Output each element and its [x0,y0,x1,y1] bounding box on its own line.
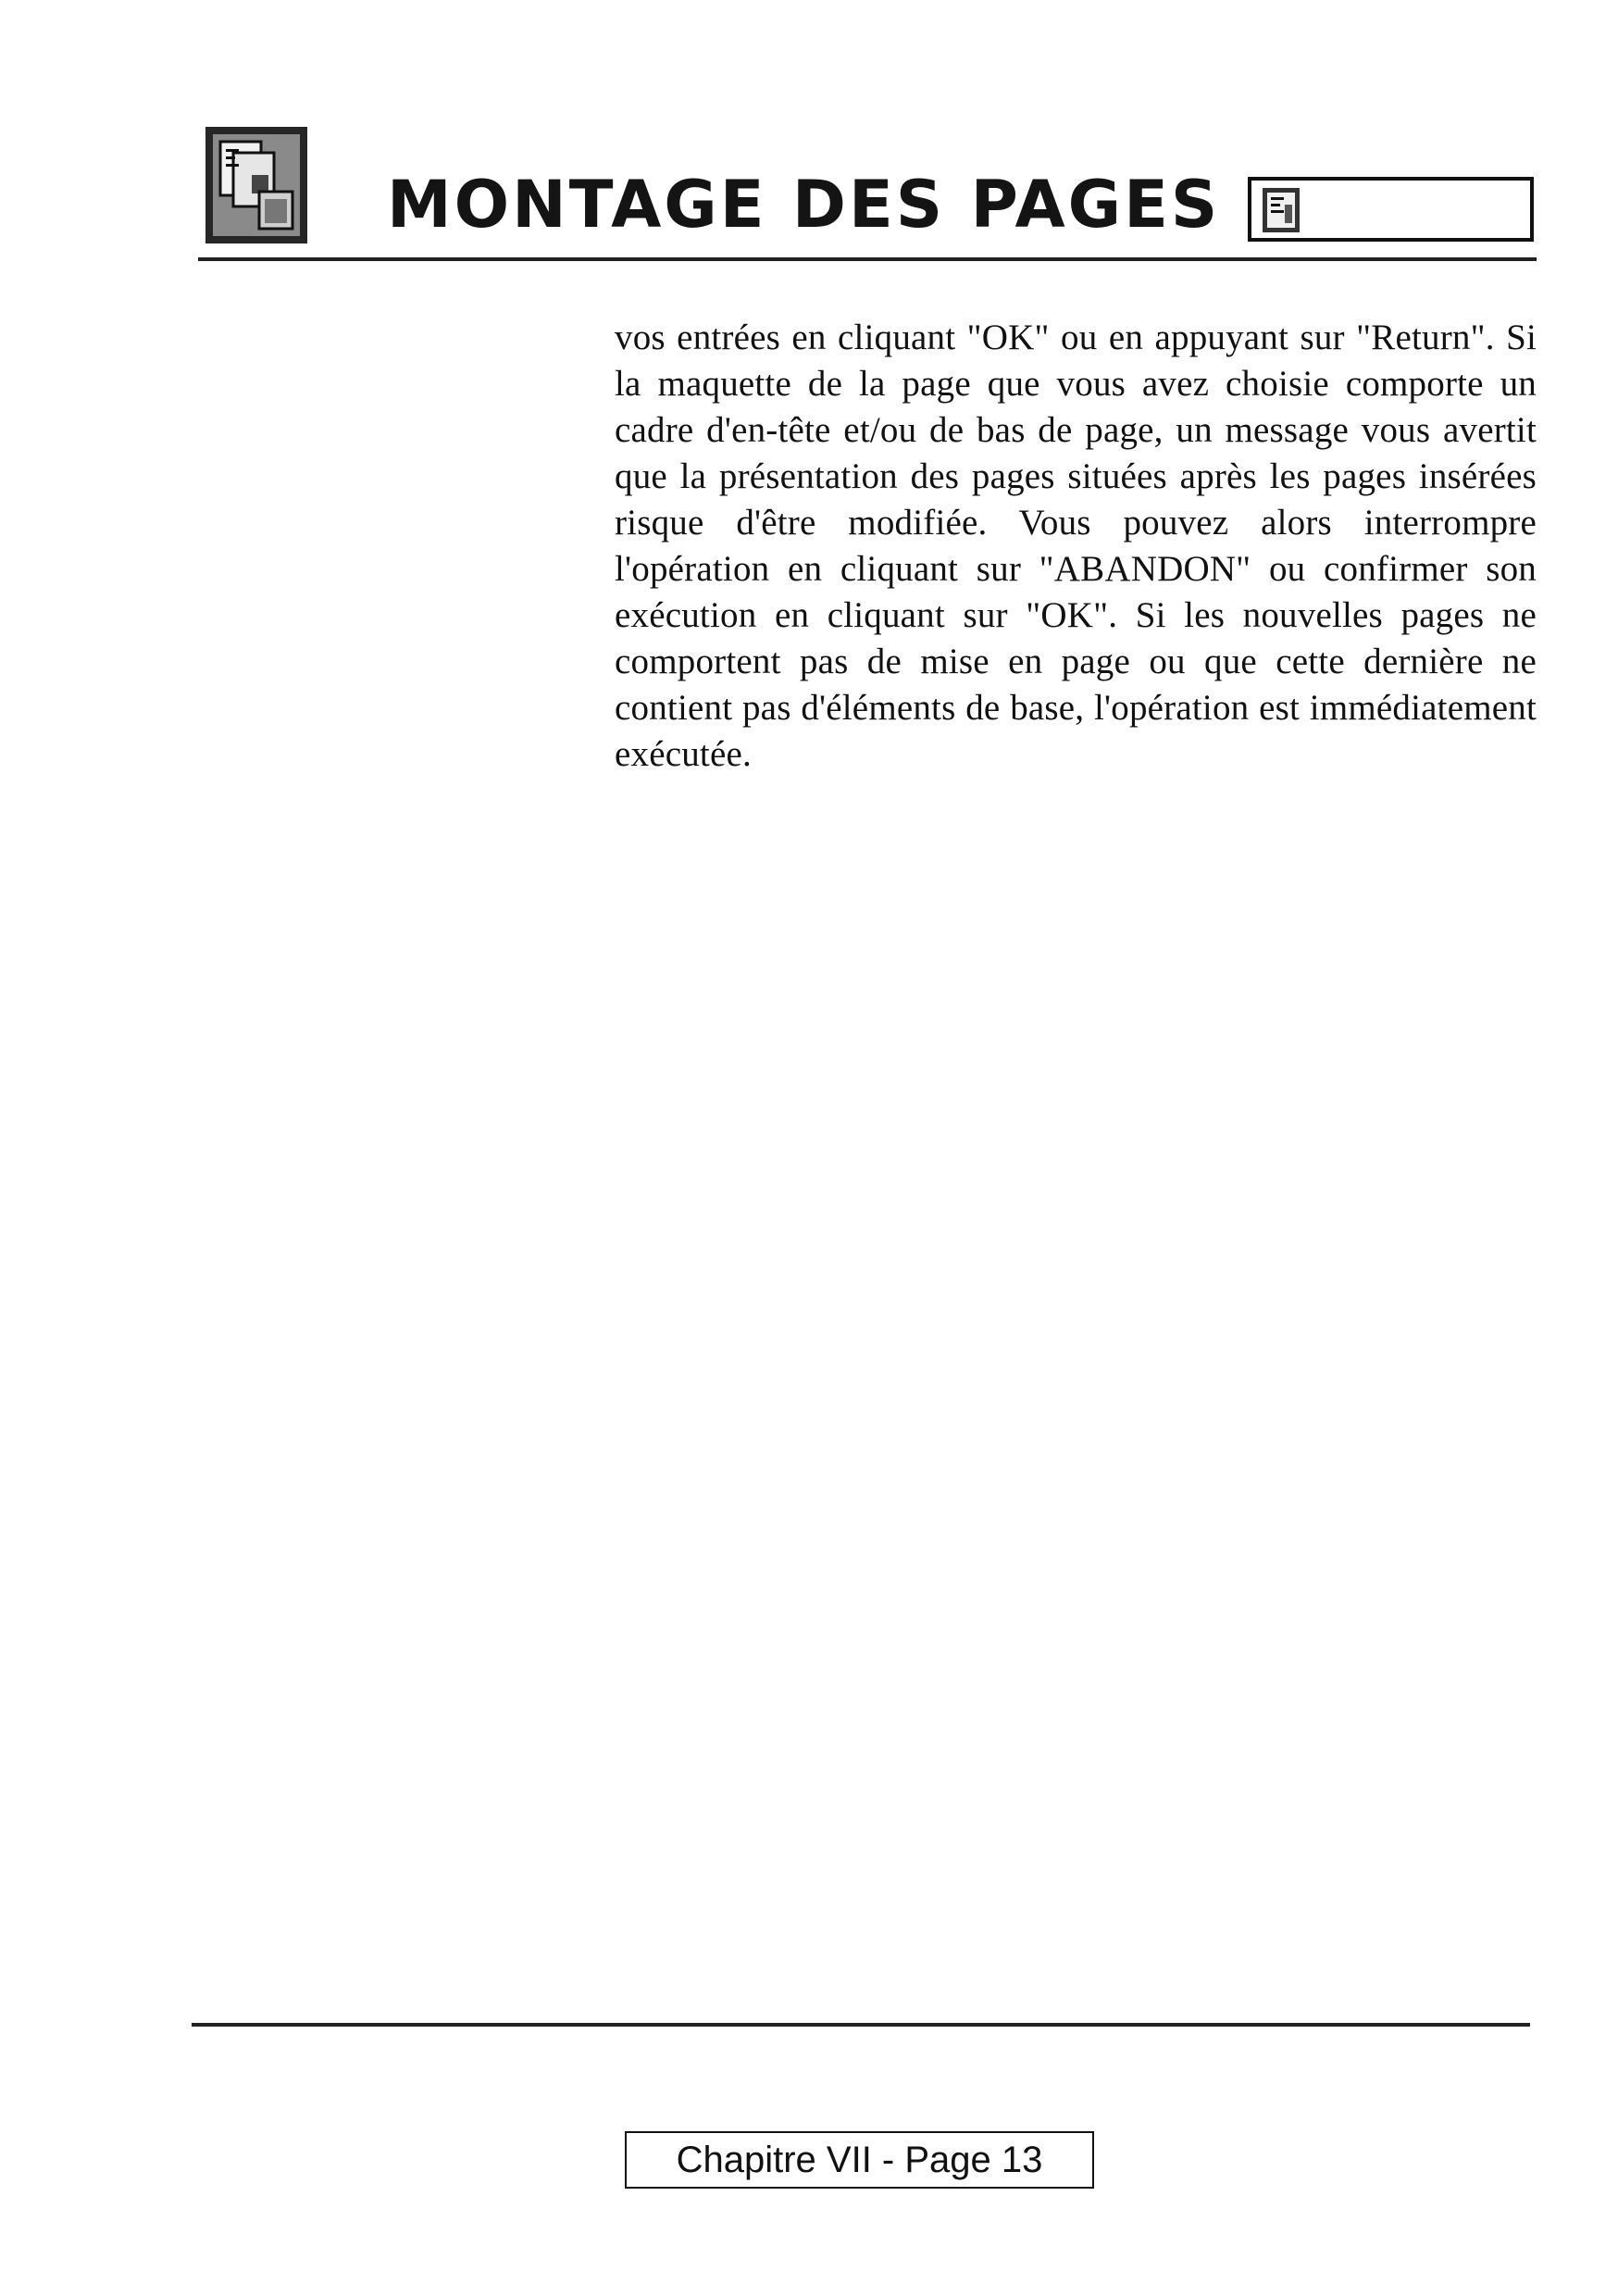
page-title: MONTAGE DES PAGES [387,167,1221,243]
page-icon [1263,188,1300,232]
footer-divider [192,2023,1530,2027]
page-layout-icon [205,127,307,243]
header-divider [198,257,1537,261]
body-paragraph: vos entrées en cliquant "OK" ou en appuyant sur "Return". Si la maquette de la page que vous avez choisie comporte un cadre d'en-tête et/ou de bas de page, un message vous avertit que la présentation des pages situées après les pages insérées risque d'être modifiée. Vous pouvez alors interrompre l'opération en cliquant sur "ABANDON" ou confirmer son exécution en cliquant sur "OK". Si les nouvelles pages ne comportent pas de mise en page ou que cette dernière ne contient pas d'éléments de base, l'opération est immédiatement exécutée. [615,318,1537,774]
page-number-label: Chapitre VII - Page 13 [625,2131,1094,2189]
header-box [1248,177,1534,242]
